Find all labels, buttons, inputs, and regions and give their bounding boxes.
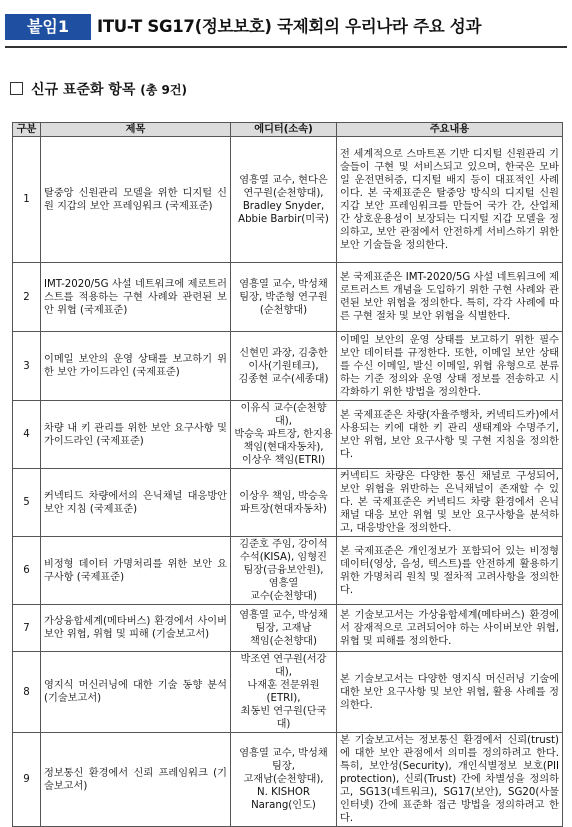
attachment-badge: 붙임1 bbox=[5, 14, 91, 40]
table-row bbox=[13, 537, 563, 605]
row-editor bbox=[231, 332, 337, 401]
editor-line: 김준호 주임, 강이석 bbox=[239, 539, 328, 550]
table-row bbox=[13, 652, 563, 733]
row-content: 본 국제표준은 개인정보가 포함되어 있는 비정형 데이터(영상, 음성, 텍스트)를 안전하게 활용하기 위한 가명처리 원칙 및 절차적 고려사항을 정의한다. bbox=[337, 537, 563, 605]
row-title: IMT-2020/5G 사설 네트워크에 제로트러스트를 적용하는 구현 사례와 관련된 보안 위협 (국제표준) bbox=[41, 263, 231, 332]
editor-line: 이사(기원테크), bbox=[248, 360, 319, 372]
editor-line: 신현민 과장, 김충한 bbox=[239, 347, 328, 359]
row-editor bbox=[231, 652, 337, 733]
editor-line: 염흥열 교수, 박성채 bbox=[239, 748, 328, 759]
editor-line: 박조연 연구원(서강대), bbox=[240, 654, 327, 678]
page-header bbox=[5, 10, 567, 44]
column-header-content: 주요내용 bbox=[337, 123, 563, 137]
row-number: 3 bbox=[13, 332, 41, 401]
table-row bbox=[13, 332, 563, 401]
row-editor bbox=[231, 605, 337, 652]
table-row bbox=[13, 263, 563, 332]
row-title: 차량 내 키 관리를 위한 보안 요구사항 및 가이드라인 (국제표준) bbox=[41, 401, 231, 469]
editor-line: 최동빈 연구원(단국대) bbox=[240, 706, 327, 730]
editor-line: 이상우 책임, 박승욱 bbox=[239, 490, 328, 502]
section-count: (총 9건) bbox=[140, 83, 187, 97]
standards-table bbox=[12, 122, 563, 827]
row-content: 전 세계적으로 스마트폰 기반 디지털 신원관리 기술들이 구현 및 서비스되고 있으며, 한국은 모바일 운전면허증, 디지털 배지 등이 대표적인 사례이다. 본 국제표준은 탈중앙 방식의 디지털 신원 지갑 보안 프레임워크를 만들어 국가 간, 산업체 간 상호운용성이 보장되는 디지털 지갑 모델을 정의하고, 보안 관점에서 안전하게 서비스하기 위한 보안 기술들을 정의한다. bbox=[337, 137, 563, 263]
editor-line: 김종현 교수(세종대) bbox=[238, 373, 329, 385]
row-title: 탈중앙 신원관리 모델을 위한 디지털 신원 지갑의 보안 프레임워크 (국제표준) bbox=[41, 137, 231, 263]
row-content: 본 국제표준은 차량(자율주행차, 커넥티드카)에서 사용되는 키에 대한 키 관리 생태계와 수명주기, 보안 위협, 보안 요구사항 및 구현 지침을 정의한다. bbox=[337, 401, 563, 469]
row-number: 4 bbox=[13, 401, 41, 469]
editor-line: 교수(순천향대) bbox=[250, 591, 317, 602]
editor-line: 팀장, 고재남 bbox=[255, 622, 312, 634]
row-number: 6 bbox=[13, 537, 41, 605]
header-divider bbox=[5, 46, 567, 48]
editor-line: 염흥열 교수, 박성채 bbox=[239, 609, 328, 621]
editor-line: 박승욱 파트장, 한지용 bbox=[234, 429, 333, 440]
editor-line: 수석(KISA), 임형진 bbox=[240, 552, 327, 563]
row-content: 본 기술보고서는 정보통신 환경에서 신뢰(trust)에 대한 보안 관점에서 의미를 정의하려고 한다. 특히, 보안성(Security), 개인식별정보 보호(PII protection), 신뢰(Trust) 간에 차별성을 정의하고, SG13(네트워크), SG17(보안), SG20(사물인터넷) 간에 표준화 접근 방법을 정의하려고 한다. bbox=[337, 733, 563, 827]
editor-line: Abbie Barbir(미국) bbox=[238, 213, 329, 225]
editor-line: 팀장, bbox=[272, 761, 295, 772]
row-title: 커넥티드 차량에서의 은닉채널 대응방안 보안 지침 (국제표준) bbox=[41, 469, 231, 537]
row-number: 5 bbox=[13, 469, 41, 537]
row-number: 7 bbox=[13, 605, 41, 652]
row-content: 커넥티드 차량은 다양한 통신 채널로 구성되어, 보안 위협을 위반하는 은닉채널이 존재할 수 있다. 본 국제표준은 커넥티드 차량 환경에서 은닉채널 대응 보안 위협 및 보안 요구사항을 분석하고, 대응방안을 정의한다. bbox=[337, 469, 563, 537]
row-title: 비정형 데이터 가명처리를 위한 보안 요구사항 (국제표준) bbox=[41, 537, 231, 605]
row-content: 본 기술보고서는 다양한 영지식 머신러닝 기술에 대한 보안 요구사항 및 보안 위협, 활용 사례를 정의한다. bbox=[337, 652, 563, 733]
row-title: 정보통신 환경에서 신뢰 프레임워크 (기술보고서) bbox=[41, 733, 231, 827]
section-title: 신규 표준화 항목 bbox=[31, 82, 136, 98]
editor-line: 염흥열 교수, 현다은 bbox=[239, 174, 328, 186]
row-editor bbox=[231, 137, 337, 263]
row-number: 8 bbox=[13, 652, 41, 733]
editor-line: Bradley Snyder, bbox=[242, 200, 325, 212]
editor-line: 염흥열 교수, 박성채 bbox=[239, 278, 328, 290]
column-header-number: 구분 bbox=[13, 123, 41, 137]
row-title: 영지식 머신러닝에 대한 기술 동향 분석 (기술보고서) bbox=[41, 652, 231, 733]
editor-line: 염흥열 bbox=[268, 578, 299, 589]
row-number: 1 bbox=[13, 137, 41, 263]
column-header-editor: 에디터(소속) bbox=[231, 123, 337, 137]
editor-line: 나재훈 전문위원(ETRI), bbox=[247, 680, 320, 704]
checkbox-square-icon bbox=[10, 82, 23, 95]
table-row bbox=[13, 469, 563, 537]
row-editor bbox=[231, 401, 337, 469]
editor-line: 이유식 교수(순천향대), bbox=[240, 403, 327, 427]
row-editor bbox=[231, 469, 337, 537]
editor-line: 연구원(순천향대), bbox=[243, 187, 324, 199]
editor-line: Narang(인도) bbox=[251, 800, 316, 811]
editor-line: 책임(순천향대) bbox=[250, 635, 317, 647]
editor-line: 고재남(순천향대), bbox=[243, 774, 324, 785]
row-content: 본 기술보고서는 가상융합세계(메타버스) 환경에서 잠재적으로 고려되어야 하는 사이버보안 위협, 위협 및 피해를 정의한다. bbox=[337, 605, 563, 652]
editor-line: 책임(현대자동차), bbox=[243, 442, 324, 453]
row-title: 이메일 보안의 운영 상태를 보고하기 위한 보안 가이드라인 (국제표준) bbox=[41, 332, 231, 401]
page-title: ITU-T SG17(정보보호) 국제회의 우리나라 주요 성과 bbox=[97, 17, 482, 36]
editor-line: 파트장(현대자동차) bbox=[240, 503, 327, 515]
table-header-row bbox=[13, 123, 563, 137]
editor-line: N. KISHOR bbox=[256, 787, 310, 798]
table-row bbox=[13, 733, 563, 827]
editor-line: 이상우 책임(ETRI) bbox=[241, 455, 326, 466]
column-header-title: 제목 bbox=[41, 123, 231, 137]
row-editor bbox=[231, 537, 337, 605]
row-number: 9 bbox=[13, 733, 41, 827]
table-row bbox=[13, 605, 563, 652]
editor-line: 팀장(금융보안원), bbox=[243, 565, 324, 576]
editor-line: (순천향대) bbox=[259, 304, 308, 316]
editor-line: 팀장, 박준형 연구원 bbox=[239, 291, 328, 303]
table-row bbox=[13, 401, 563, 469]
row-content: 본 국제표준은 IMT-2020/5G 사설 네트워크에 제로트러스트 개념을 도입하기 위한 구현 사례와 관련된 보안 위협을 정의한다. 특히, 각각 사례에 따른 구현 절차 및 보안 위협을 식별한다. bbox=[337, 263, 563, 332]
table-row bbox=[13, 137, 563, 263]
row-editor bbox=[231, 263, 337, 332]
row-title: 가상융합세계(메타버스) 환경에서 사이버보안 위협, 위협 및 피해 (기술보고서) bbox=[41, 605, 231, 652]
row-number: 2 bbox=[13, 263, 41, 332]
row-editor bbox=[231, 733, 337, 827]
section-heading bbox=[10, 80, 187, 100]
row-content: 이메일 보안의 운영 상태를 보고하기 위한 필수 보안 데이터를 규정한다. 또한, 이메일 보안 상태를 수신 이메일, 발신 이메일, 위협 유형으로 분류하는 기준 정의와 운영 상태 정보를 전송하고 시각화하기 위한 방법을 정의한다. bbox=[337, 332, 563, 401]
